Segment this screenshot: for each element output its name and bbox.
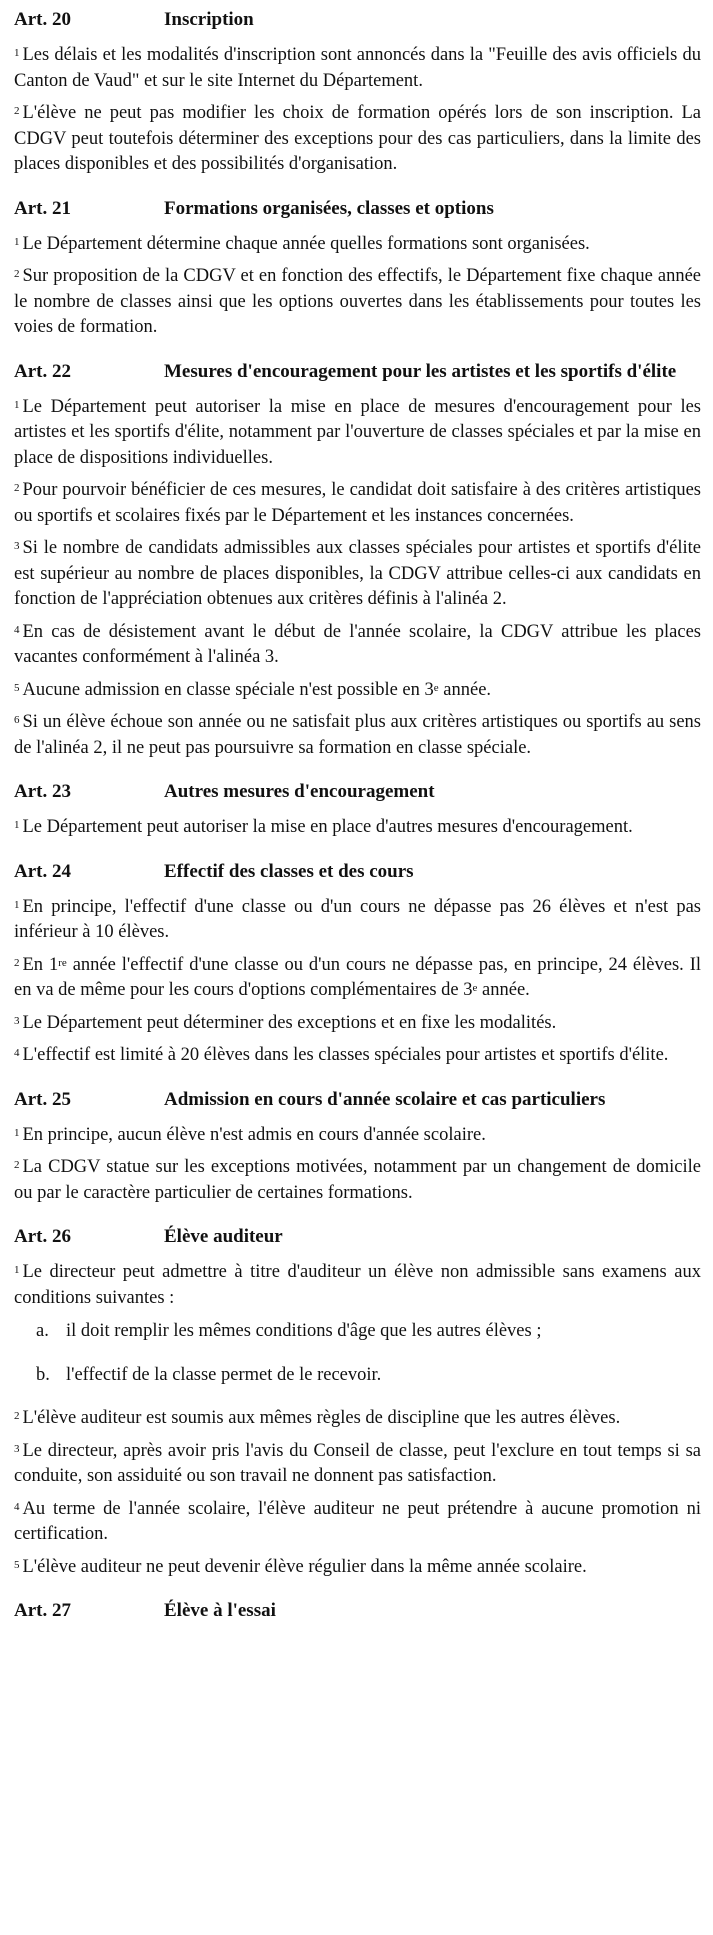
paragraph-number: 3 — [14, 540, 20, 552]
paragraph-text: Pour pourvoir bénéficier de ces mesures, le candidat doit satisfaire à des critères artistiques ou sportifs et scolaires fixés par le Département et les instances concernées. — [14, 480, 701, 526]
article-heading — [14, 358, 701, 385]
paragraph-number: 2 — [14, 105, 20, 117]
paragraph-text: En principe, l'effectif d'une classe ou d'un cours ne dépasse pas 26 élèves et n'est pas inférieur à 10 élèves. — [14, 896, 701, 942]
article-20 — [14, 6, 701, 178]
paragraph — [14, 1439, 701, 1490]
paragraph-text: L'élève auditeur est soumis aux mêmes règles de discipline que les autres élèves. — [22, 1408, 621, 1428]
article-heading — [14, 195, 701, 222]
paragraph — [14, 815, 701, 841]
paragraph-number: 1 — [14, 398, 20, 411]
paragraph — [14, 1043, 701, 1069]
article-heading — [14, 1086, 701, 1113]
paragraph-number: 4 — [14, 1047, 20, 1059]
article-22 — [14, 358, 701, 762]
article-number: Art. 24 — [14, 860, 71, 882]
article-title: Élève à l'essai — [164, 1600, 276, 1621]
article-number: Art. 25 — [14, 1088, 71, 1110]
paragraph-number: 1 — [14, 898, 20, 911]
paragraph-text: Si un élève échoue son année ou ne satisfait plus aux critères artistiques ou sportifs au sens de l'alinéa 2, il ne peut pas poursuivre sa formation en classe spéciale. — [14, 712, 701, 758]
article-number: Art. 21 — [14, 197, 71, 219]
article-heading — [14, 1223, 701, 1250]
paragraph-text: L'élève auditeur ne peut devenir élève régulier dans la même année scolaire. — [22, 1556, 587, 1577]
paragraph — [14, 43, 701, 94]
paragraph-text: Le directeur peut admettre à titre d'auditeur un élève non admissible sans examens aux conditions suivantes : — [14, 1262, 701, 1308]
paragraph-number: 4 — [14, 623, 20, 636]
paragraph — [14, 395, 701, 472]
article-title: Inscription — [164, 9, 254, 30]
paragraph-number: 5 — [14, 1558, 20, 1571]
article-number: Art. 26 — [14, 1226, 71, 1247]
paragraph-number: 4 — [14, 1500, 20, 1513]
list-marker: a. — [36, 1321, 49, 1341]
paragraph-text: Le Département détermine chaque année quelles formations sont organisées. — [22, 233, 590, 254]
paragraph-number: 1 — [14, 1126, 20, 1139]
list-item-text: il doit remplir les mêmes conditions d'âge que les autres élèves ; — [66, 1321, 542, 1341]
paragraph-number: 5 — [14, 681, 20, 694]
paragraph-number: 2 — [14, 1159, 20, 1171]
article-number: Art. 23 — [14, 781, 71, 802]
article-number: Art. 22 — [14, 360, 71, 382]
paragraph-number: 3 — [14, 1442, 20, 1455]
paragraph-text: Au terme de l'année scolaire, l'élève auditeur ne peut prétendre à aucune promotion ni certification. — [14, 1498, 701, 1544]
paragraph — [14, 101, 701, 178]
paragraph-text: Le directeur, après avoir pris l'avis du Conseil de classe, peut l'exclure en tout temps si sa conduite, son assiduité ou son travail ne donnent pas satisfaction. — [14, 1440, 701, 1486]
article-24 — [14, 858, 701, 1069]
paragraph-text: Aucune admission en classe spéciale n'est possible en 3e année. — [22, 679, 492, 700]
paragraph-number: 1 — [14, 1264, 20, 1276]
paragraph-text: En principe, aucun élève n'est admis en cours d'année scolaire. — [22, 1124, 486, 1145]
paragraph-number: 2 — [14, 482, 20, 494]
list-marker: b. — [36, 1364, 50, 1385]
article-26 — [14, 1223, 701, 1580]
article-27 — [14, 1597, 701, 1624]
article-25 — [14, 1086, 701, 1207]
list-item-text: l'effectif de la classe permet de le recevoir. — [66, 1364, 382, 1385]
paragraph-number: 2 — [14, 956, 20, 969]
paragraph — [14, 895, 701, 946]
paragraph-text: En 1re année l'effectif d'une classe ou d'un cours ne dépasse pas, en principe, 24 élèves. Il en va de même pour les cours d'options complémentaires de 3e année. — [14, 954, 701, 1000]
paragraph-text: En cas de désistement avant le début de l'année scolaire, la CDGV attribue les places vacantes conformément à l'alinéa 3. — [14, 621, 701, 667]
paragraph — [14, 478, 701, 529]
paragraph-text: Le Département peut autoriser la mise en place d'autres mesures d'encouragement. — [22, 817, 633, 837]
paragraph — [14, 1406, 701, 1432]
article-title: Effectif des classes et des cours — [164, 860, 414, 882]
paragraph — [14, 1497, 701, 1548]
paragraph-number: 3 — [14, 1014, 20, 1027]
paragraph — [14, 264, 701, 341]
article-title: Mesures d'encouragement pour les artistes et les sportifs d'élite — [164, 360, 677, 382]
article-title: Autres mesures d'encouragement — [164, 781, 435, 802]
list-item — [14, 1319, 701, 1345]
article-title: Formations organisées, classes et options — [164, 197, 494, 219]
paragraph — [14, 536, 701, 613]
paragraph-text: L'effectif est limité à 20 élèves dans les classes spéciales pour artistes et sportifs d'élite. — [22, 1045, 669, 1065]
article-heading — [14, 6, 701, 33]
paragraph-text: L'élève ne peut pas modifier les choix de formation opérés lors de son inscription. La CDGV peut toutefois déterminer des exceptions pour des cas particuliers, dans la limite des places disponibles et des possibilités d'organisation. — [14, 103, 701, 174]
paragraph-text: Si le nombre de candidats admissibles aux classes spéciales pour artistes et sportifs d'élite est supérieur au nombre de places disponibles, la CDGV attribue celles-ci aux candidats en fonction de l'appréciation obtenues aux critères définis à l'alinéa 2. — [14, 538, 701, 609]
paragraph — [14, 1555, 701, 1581]
article-21 — [14, 195, 701, 341]
paragraph-text: Le Département peut autoriser la mise en place de mesures d'encouragement pour les artistes et les sportifs d'élite, notamment par l'ouverture de classes spéciales et par la mise en place de dispositions individuelles. — [14, 396, 701, 468]
paragraph — [14, 1155, 701, 1206]
list-item — [14, 1363, 701, 1389]
paragraph-text: Le Département peut déterminer des exceptions et en fixe les modalités. — [22, 1012, 557, 1033]
article-number: Art. 20 — [14, 9, 71, 30]
paragraph — [14, 1123, 701, 1149]
paragraph — [14, 620, 701, 671]
paragraph-number: 1 — [14, 819, 20, 831]
paragraph-text: Les délais et les modalités d'inscription sont annoncés dans la "Feuille des avis officiels du Canton de Vaud" et sur le site Internet du Département. — [14, 45, 701, 91]
paragraph — [14, 953, 701, 1004]
article-title: Élève auditeur — [164, 1226, 283, 1247]
paragraph — [14, 1011, 701, 1037]
paragraph-number: 2 — [14, 1410, 20, 1422]
article-number: Art. 27 — [14, 1600, 71, 1621]
article-title: Admission en cours d'année scolaire et cas particuliers — [164, 1088, 606, 1110]
article-23 — [14, 778, 701, 841]
article-heading — [14, 858, 701, 885]
conditions-list — [14, 1319, 701, 1388]
paragraph-number: 2 — [14, 268, 20, 280]
article-heading — [14, 1597, 701, 1624]
paragraph — [14, 678, 701, 704]
paragraph — [14, 1260, 701, 1311]
paragraph-text: Sur proposition de la CDGV et en fonction des effectifs, le Département fixe chaque année le nombre de classes ainsi que les options ouvertes dans les établissements pour toutes les voies de formation. — [14, 266, 701, 337]
paragraph-number: 1 — [14, 235, 20, 248]
paragraph — [14, 710, 701, 761]
paragraph-text: La CDGV statue sur les exceptions motivées, notamment par un changement de domicile ou par le caractère particulier de certaines formations. — [14, 1157, 701, 1203]
paragraph-number: 1 — [14, 47, 20, 59]
article-heading — [14, 778, 701, 805]
paragraph-number: 6 — [14, 714, 20, 726]
paragraph — [14, 232, 701, 258]
